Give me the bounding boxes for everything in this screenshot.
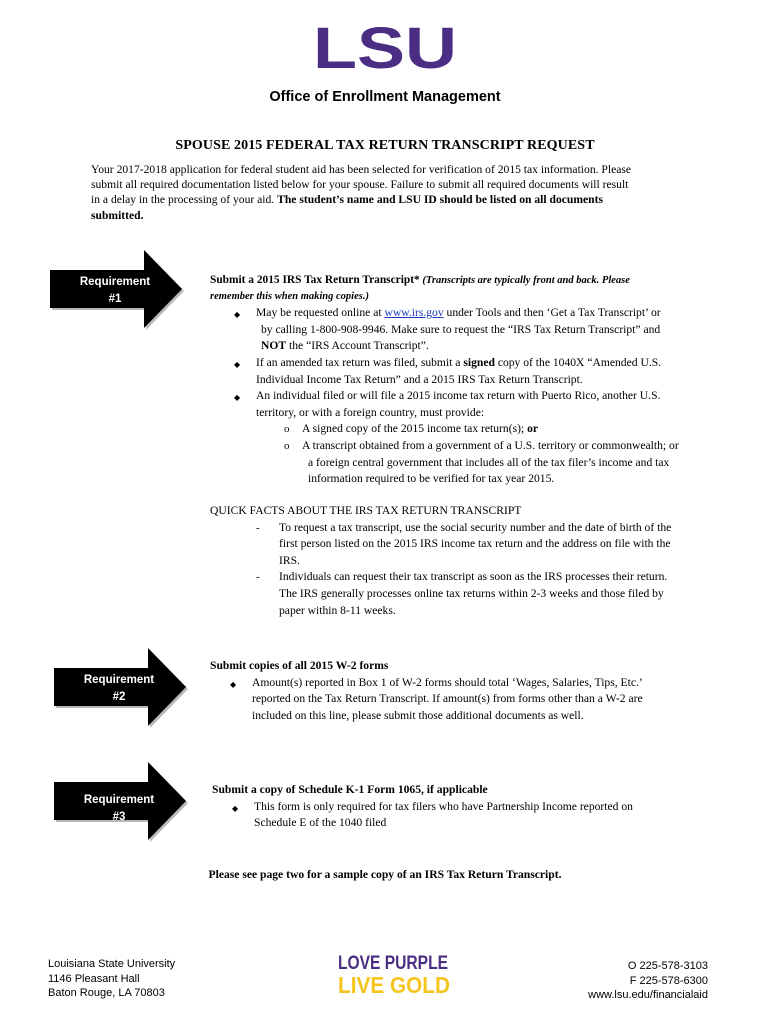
list-item: ◆ This form is only required for tax filers who have Partnership Income reported on Schedule E of the 1040 filed	[232, 799, 633, 830]
dash-icon: -	[256, 571, 260, 584]
list-item: ◆ An individual filed or will file a 2015 income tax return with Puerto Rico, another U.S. territory, or with a foreign country, must provide:	[234, 389, 661, 419]
bullet-icon: ◆	[232, 803, 239, 813]
list-item: ◆ May be requested online at www.irs.gov under Tools and then ‘Get a Tax Transcript’ or by calling 1-800-908-9946. Make sure to request the “IRS Tax Return Transcript” and NOT the “IRS Account Transcript”.	[234, 306, 661, 353]
requirement-2-heading: Submit copies of all 2015 W-2 forms	[210, 659, 389, 672]
lsu-logo	[312, 16, 458, 81]
office-title: Office of Enrollment Management	[269, 89, 501, 105]
list-item: ◆ Amount(s) reported in Box 1 of W-2 forms should total ‘Wages, Salaries, Tips, Etc.’ reported on the Tax Return Transcript. If amount(s) from forms other than a W-2 are included on this line, please submit those additional documents as well.	[230, 675, 643, 722]
love-purple-live-gold-logo	[338, 950, 458, 996]
bullet-icon: ◆	[234, 359, 241, 369]
requirement-1-heading: Submit a 2015 IRS Tax Return Transcript*	[210, 274, 420, 286]
requirement-2-arrow: Requirement #2	[54, 648, 192, 730]
logo-text: LSU	[313, 16, 457, 81]
bullet-icon: ◆	[230, 679, 237, 689]
quick-facts-heading: QUICK FACTS ABOUT THE IRS TAX RETURN TRANSCRIPT	[210, 504, 522, 517]
circle-bullet-icon: o	[284, 423, 290, 436]
sub-list-item: o A transcript obtained from a government of a U.S. territory or commonwealth; or a foreign central government that includes all of the tax filer’s income and tax information required to be verified for tax year 2015.	[284, 438, 679, 486]
requirement-3-heading: Submit a copy of Schedule K-1 Form 1065, if applicable	[212, 783, 488, 796]
requirement-2-section	[210, 658, 710, 724]
requirement-1-arrow: Requirement #1	[50, 250, 188, 332]
bullet-icon: ◆	[234, 310, 241, 320]
irs-link[interactable]: www.irs.gov	[384, 306, 444, 320]
slogan-love-purple: LOVE PURPLE	[338, 953, 448, 974]
website-link[interactable]: www.lsu.edu/financialaid	[588, 989, 708, 1001]
requirement-3-section	[212, 782, 712, 832]
sub-list-item: o A signed copy of the 2015 income tax return(s); or	[210, 421, 730, 438]
footer-address: Louisiana State University 1146 Pleasant Hall Baton Rouge, LA 70803	[48, 958, 176, 999]
circle-bullet-icon: o	[284, 439, 290, 452]
page-two-note: Please see page two for a sample copy of an IRS Tax Return Transcript.	[208, 868, 562, 881]
fax-number: F 225-578-6300	[629, 974, 708, 987]
intro-paragraph: Your 2017-2018 application for federal student aid has been selected for verification of 2015 tax information. Please submit all required documentation listed below for your spouse. Failure to submit all required documents will result in a delay in the processing of your aid. The student’s name and LSU ID should be listed on all documents submitted.	[91, 163, 632, 222]
page-title: SPOUSE 2015 FEDERAL TAX RETURN TRANSCRIPT REQUEST	[175, 138, 595, 153]
bullet-icon: ◆	[234, 393, 241, 403]
list-item: ◆ If an amended tax return was filed, submit a signed copy of the 1040X “Amended U.S. Individual Income Tax Return” and a 2015 IRS Tax Return Transcript.	[234, 355, 662, 386]
list-item: - To request a tax transcript, use the social security number and the date of birth of the first person listed on the 2015 IRS income tax return and the address on file with the IRS.	[256, 520, 672, 567]
quick-facts-section	[210, 503, 710, 619]
phone-number: O 225-578-3103	[627, 960, 708, 972]
footer-contact	[588, 959, 708, 1003]
requirement-1-section: Submit a 2015 IRS Tax Return Transcript* (Transcripts are typically front and back. Please remember this when making copies.) ◆ May be requested online at www.irs.gov under Tools and then ‘Get a Tax Transcript’ or by calling 1-800-908-9946. Make sure to request the “IRS Tax Return Transcript” and NOT the “IRS Account Transcript”. ◆ If an amended tax return was filed, submit a signed copy of the 1040X “Amended U.S. Individual Income Tax Return” and a 2015 IRS Tax Return Transcript. ◆ An individual filed or will file a 2015 income tax return with Puerto Rico, another U.S. territory, or with a foreign country, must provide: o A signed copy of the 2015 income tax return(s); or o A transcript obtained from a government of a U.S. territory or commonwealth; or a foreign central government that includes all of the tax filer’s income and tax information required to be verified for tax year 2015.	[210, 272, 730, 488]
list-item: - Individuals can request their tax transcript as soon as the IRS processes their return. The IRS generally processes online tax returns within 2-3 weeks and those filed by paper within 8-11 weeks.	[256, 570, 668, 617]
requirement-3-arrow: Requirement #3	[54, 762, 192, 844]
slogan-live-gold: LIVE GOLD	[338, 972, 450, 998]
dash-icon: -	[256, 521, 260, 534]
